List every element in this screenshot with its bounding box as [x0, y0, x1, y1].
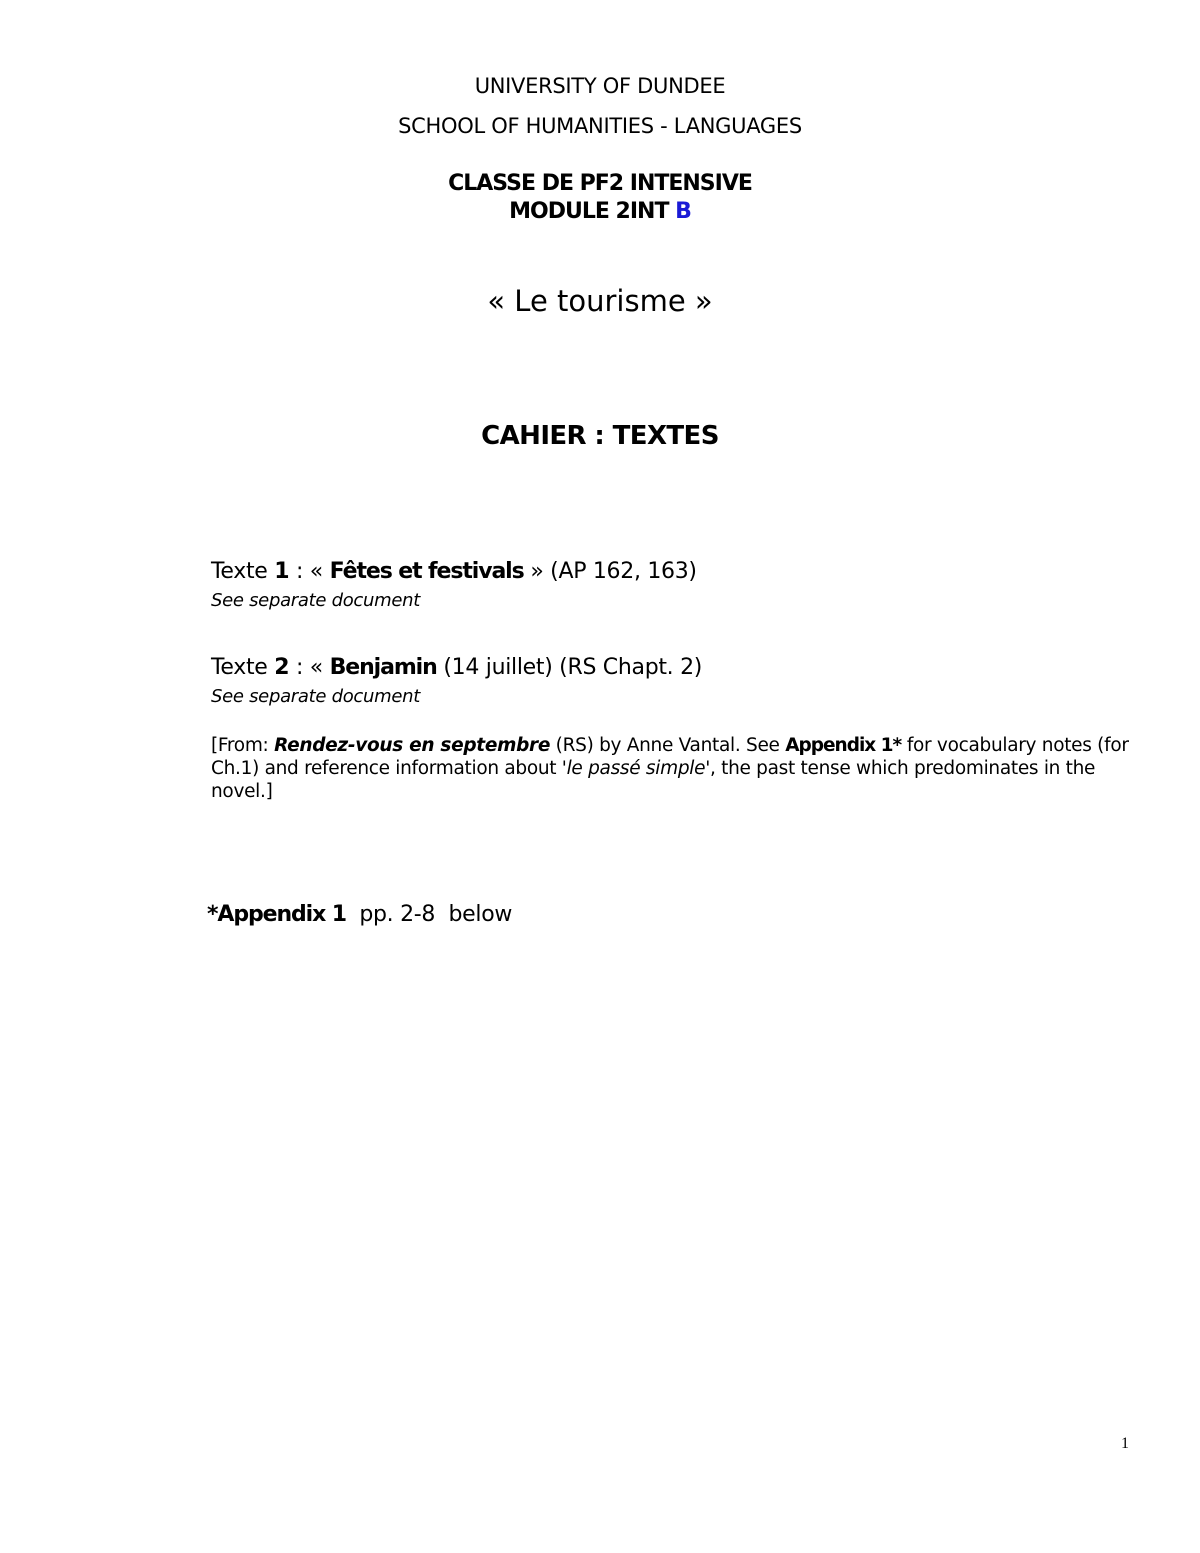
university-name: UNIVERSITY OF DUNDEE — [474, 74, 726, 98]
section-title: CAHIER : TEXTES — [481, 421, 719, 451]
appendix-label: *Appendix 1 — [207, 902, 346, 927]
appendix-line — [207, 902, 512, 927]
texte-2-number: 2 — [274, 655, 290, 680]
source-note: [From: Rendez-vous en septembre (RS) by Anne Vantal. See Appendix 1* for vocabulary notes (for Ch.1) and reference information about 'le passé simple', the past tense which predominates in the novel.] — [211, 735, 1129, 802]
theme-title: « Le tourisme » — [487, 284, 713, 318]
texte-2-heading: Texte 2 : « Benjamin (14 juillet) (RS Chapt. 2) — [211, 655, 703, 680]
texte-2-title: Benjamin — [329, 655, 437, 680]
appendix-pages: pp. 2-8 below — [345, 902, 513, 927]
passe-simple-term: le passé simple — [566, 758, 706, 779]
texte-1-number: 1 — [274, 559, 290, 584]
page-number: 1 — [1121, 1435, 1129, 1452]
book-title: Rendez-vous en septembre — [274, 735, 551, 756]
module-code: MODULE 2INT — [509, 199, 676, 224]
module-title — [0, 199, 1200, 224]
texte-1-note: See separate document — [211, 590, 421, 611]
appendix-reference: Appendix 1* — [785, 735, 902, 756]
texte-2-note: See separate document — [211, 686, 421, 707]
module-letter: B — [675, 199, 691, 224]
school-name: SCHOOL OF HUMANITIES - LANGUAGES — [398, 114, 802, 138]
texte-1-title: Fêtes et festivals — [329, 559, 524, 584]
texte-1-heading: Texte 1 : « Fêtes et festivals » (AP 162, 163) — [211, 559, 697, 584]
course-title: CLASSE DE PF2 INTENSIVE — [448, 171, 752, 196]
